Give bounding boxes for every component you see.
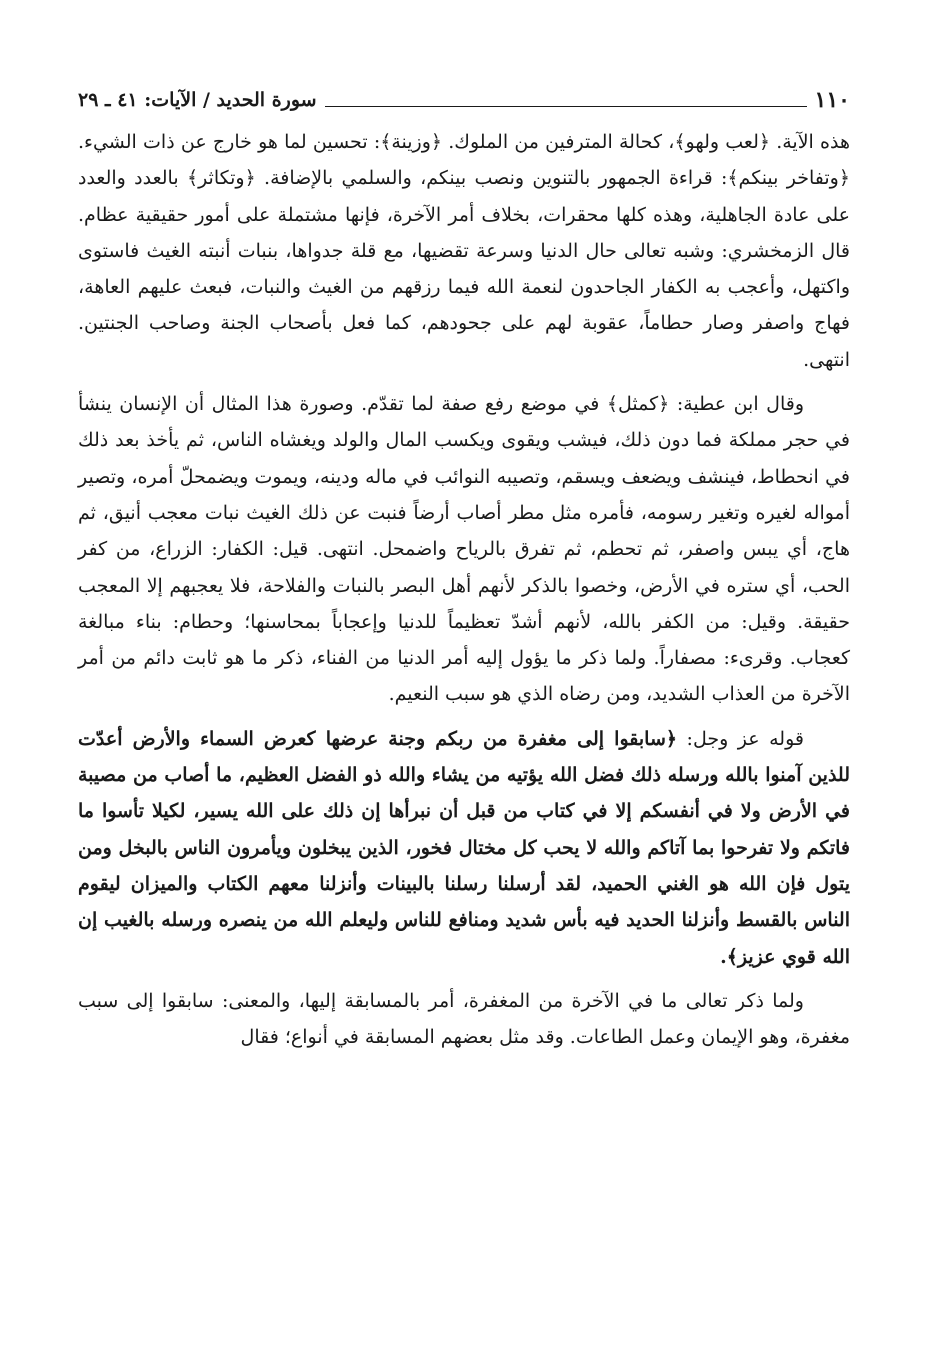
paragraph-2: وقال ابن عطية: ﴿كمثل﴾ في موضع رفع صفة لما تقدّم. وصورة هذا المثال أن الإنسان ينشأ في حجر مملكة فما دون ذلك، فيشب ويقوى ويكسب المال والولد ويغشاه الناس، ثم يأخذ بعد ذلك في انحطاط، فينشف ويضعف ويسقم، وتصيبه النوائب في ماله ودينه، ويموت ويضمحلّ أمره، وتصير أمواله لغيره وتغير رسومه، فأمره مثل مطر أصاب أرضاً فنبت عن ذلك الغيث نبات معجب أنيق، ثم هاج، أي يبس واصفر، ثم تحطم، ثم تفرق بالرياح واضمحل. انتهى. قيل: الكفار: الزراع، من كفر الحب، أي ستره في الأرض، وخصوا بالذكر لأنهم أهل البصر بالنبات والفلاحة، فلا يعجبهم إلا المعجب حقيقة. وقيل: من الكفر بالله، لأنهم أشدّ تعظيماً للدنيا وإعجاباً بمحاسنها؛ وحطام: بناء مبالغة كعجاب. وقرىء: مصفاراً. ولما ذكر ما يؤول إليه أمر الدنيا من الفناء، ذكر ما هو ثابت دائم من أمر الآخرة من العذاب الشديد، ومن رضاه الذي هو سبب النعيم. [78,393,850,706]
paragraph-4: ولما ذكر تعالى ما في الآخرة من المغفرة، أمر بالمسابقة إليها، والمعنى: سابقوا إلى سبب مغفرة، وهو الإيمان وعمل الطاعات. وقد مثل بعضهم المسابقة في أنواع؛ فقال [78,989,850,1049]
running-title: سورة الحديد / الآيات: ٤١ ـ ٢٩ [78,89,317,111]
verse-intro: قوله عز وجل: [677,727,804,750]
header-rule [325,106,807,107]
page-number: ١١٠ [814,87,850,113]
paragraph-3-verse [78,721,850,975]
body-text [78,124,850,1055]
page-header [78,80,850,112]
paragraph-1: هذه الآية. ﴿لعب ولهو﴾، كحالة المترفين من الملوك. ﴿وزينة﴾: تحسين لما هو خارج عن ذات الشيء. ﴿وتفاخر بينكم﴾: قراءة الجمهور بالتنوين ونصب بينكم، والسلمي بالإضافة. ﴿وتكاثر﴾ بالعدد والعدد على عادة الجاهلية، وهذه كلها محقرات، بخلاف أمر الآخرة، فإنها مشتملة على أمور حقيقية عظام. قال الزمخشري: وشبه تعالى حال الدنيا وسرعة تقضيها، مع قلة جدواها، بنبات أنبته الغيث فاستوى واكتهل، وأعجب به الكفار الجاحدون لنعمة الله فيما رزقهم من الغيث والنبات، فبعث عليهم العاهة، فهاج واصفر وصار حطاماً، عقوبة لهم على جحودهم، كما فعل بأصحاب الجنة وصاحب الجنتين. انتهى. [78,131,850,371]
quran-verse: ﴿سابقوا إلى مغفرة من ربكم وجنة عرضها كعرض السماء والأرض أعدّت للذين آمنوا بالله ورسله ذلك فضل الله يؤتيه من يشاء والله ذو الفضل العظيم، ما أصاب من مصيبة في الأرض ولا في أنفسكم إلا في كتاب من قبل أن نبرأها إن ذلك على الله يسير، لكيلا تأسوا ما فاتكم ولا تفرحوا بما آتاكم والله لا يحب كل مختال فخور، الذين يبخلون ويأمرون الناس بالبخل ومن يتول فإن الله هو الغني الحميد، لقد أرسلنا رسلنا بالبينات وأنزلنا معهم الكتاب والميزان ليقوم الناس بالقسط وأنزلنا الحديد فيه بأس شديد ومنافع للناس وليعلم الله من ينصره ورسله بالغيب إن الله قوي عزيز﴾. [78,727,850,968]
